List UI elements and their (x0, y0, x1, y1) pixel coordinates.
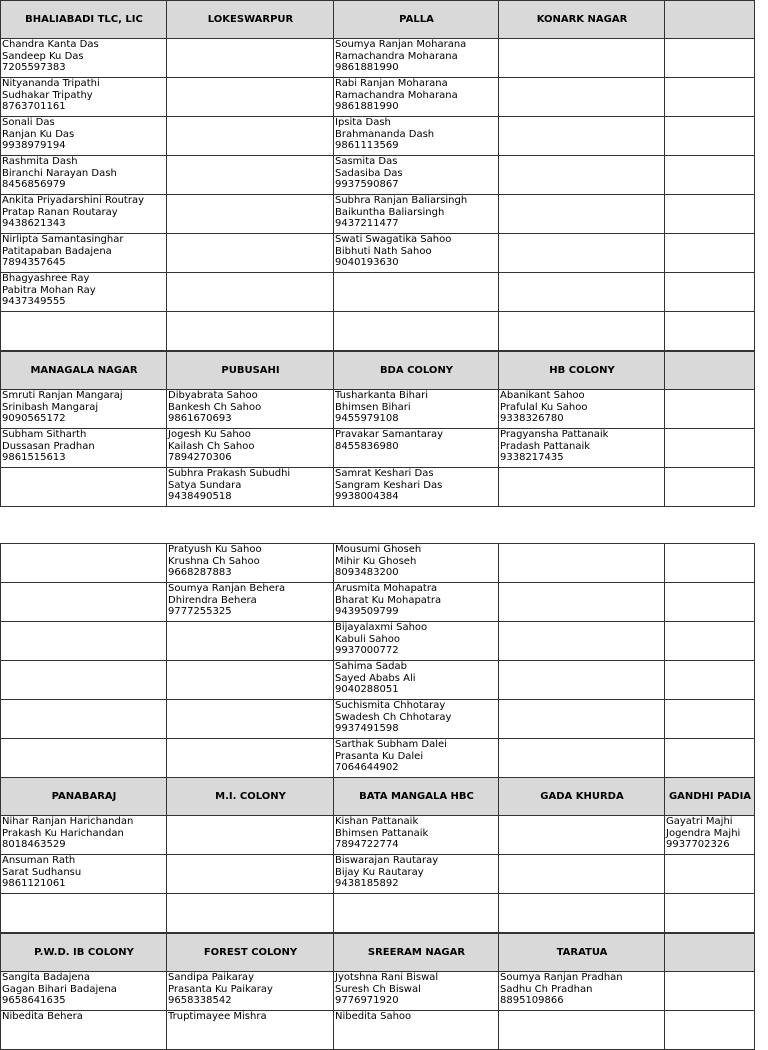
table-row (1, 156, 755, 195)
cell-line: 9090565172 (2, 413, 66, 424)
cell-line: Bibhuti Nath Sahoo (335, 245, 432, 257)
cell-line: Bharat Ku Mohapatra (335, 594, 442, 606)
cell-line: Pratap Ranan Routaray (2, 206, 118, 218)
cell-line: 9438490518 (168, 491, 232, 502)
table-cell (665, 583, 755, 622)
table-row (1, 583, 755, 622)
table-cell (167, 972, 334, 1011)
table-cell (499, 622, 665, 661)
cell-line: Ramachandra Moharana (335, 50, 458, 62)
cell-line: Ipsita Dash (335, 117, 391, 128)
table-cell (665, 972, 755, 1011)
table-cell (334, 78, 499, 117)
cell-line: Pabitra Mohan Ray (2, 284, 96, 296)
cell-line: Subhra Ranjan Baliarsingh (335, 195, 468, 206)
table-cell (665, 429, 755, 468)
table-cell (1, 195, 167, 234)
table-cell (1, 855, 167, 894)
cell-line: 9658641635 (2, 995, 66, 1006)
cell-line: Krushna Ch Sahoo (168, 555, 260, 567)
table-row (1, 39, 755, 78)
table-row (1, 234, 755, 273)
table-row (1, 661, 755, 700)
cell-line: Soumya Ranjan Pradhan (500, 972, 623, 983)
cell-line: Bijayalaxmi Sahoo (335, 622, 428, 633)
table-cell (499, 390, 665, 429)
cell-line: 9861515613 (2, 452, 66, 463)
table-row (1, 312, 755, 351)
cell-line: Biswarajan Rautaray (335, 855, 439, 866)
table-cell (665, 117, 755, 156)
cell-line: 9438185892 (335, 878, 399, 889)
table-cell (665, 700, 755, 739)
cell-line: 9861881990 (335, 101, 399, 112)
table-cell (665, 816, 755, 855)
section-table (0, 0, 755, 351)
cell-line: Sahima Sadab (335, 661, 407, 672)
table-cell (499, 816, 665, 855)
cell-line: Subhra Prakash Subudhi (168, 468, 291, 479)
cell-line: 9937702326 (666, 839, 730, 850)
column-header: BHALIABADI TLC, LIC (1, 1, 167, 39)
table-cell (665, 544, 755, 583)
column-header: BATA MANGALA HBC (334, 778, 499, 816)
table-row (1, 273, 755, 312)
cell-line: Swati Swagatika Sahoo (335, 234, 452, 245)
column-header: SREERAM NAGAR (334, 934, 499, 972)
cell-line: Ansuman Rath (2, 855, 76, 866)
table-row (1, 1011, 755, 1050)
table-cell (499, 1011, 665, 1050)
table-cell (334, 117, 499, 156)
table-cell (665, 1011, 755, 1050)
table-cell (1, 39, 167, 78)
cell-line: Bhimsen Bihari (335, 401, 411, 413)
column-header: PUBUSAHI (167, 352, 334, 390)
table-cell (334, 234, 499, 273)
table-row (1, 78, 755, 117)
table-cell (167, 544, 334, 583)
cell-line: Bhimsen Pattanaik (335, 827, 429, 839)
cell-line: Sonali Das (2, 117, 55, 128)
cell-line: 8456856979 (2, 179, 66, 190)
table-cell (1, 1011, 167, 1050)
cell-line: Biranchi Narayan Dash (2, 167, 117, 179)
cell-line: Tusharkanta Bihari (335, 390, 429, 401)
cell-line: 7894722774 (335, 839, 399, 850)
table-cell (1, 390, 167, 429)
table-cell (167, 816, 334, 855)
cell-line: Dibyabrata Sahoo (168, 390, 258, 401)
cell-line: 9455979108 (335, 413, 399, 424)
cell-line: 7894357645 (2, 257, 66, 268)
cell-line: Arusmita Mohapatra (335, 583, 438, 594)
table-cell (1, 661, 167, 700)
table-cell (499, 78, 665, 117)
table-cell (334, 739, 499, 778)
cell-line: Patitapaban Badajena (2, 245, 112, 257)
cell-line: 7205597383 (2, 62, 66, 73)
table-cell (1, 816, 167, 855)
cell-line: 8018463529 (2, 839, 66, 850)
table-cell (334, 816, 499, 855)
table-cell (334, 468, 499, 507)
table-row (1, 544, 755, 583)
table-cell (1, 739, 167, 778)
cell-line: Srinibash Mangaraj (2, 401, 99, 413)
table-row (1, 855, 755, 894)
cell-line: Pravakar Samantaray (335, 429, 444, 440)
column-header: MANAGALA NAGAR (1, 352, 167, 390)
column-header: M.I. COLONY (167, 778, 334, 816)
table-cell (167, 39, 334, 78)
cell-line: Truptimayee Mishra (168, 1011, 267, 1022)
cell-line: 8763701161 (2, 101, 66, 112)
section-table (0, 351, 755, 507)
column-header: P.W.D. IB COLONY (1, 934, 167, 972)
cell-line: Kabuli Sahoo (335, 633, 400, 645)
cell-line: Dussasan Pradhan (2, 440, 95, 452)
cell-line: Gayatri Majhi (666, 816, 733, 827)
cell-line: Prasanta Ku Paikaray (168, 983, 273, 995)
cell-line: 9338326780 (500, 413, 564, 424)
cell-line: 9861670693 (168, 413, 232, 424)
table-cell (499, 273, 665, 312)
cell-line: Prasanta Ku Dalei (335, 750, 424, 762)
table-cell (334, 894, 499, 933)
cell-line: Ramachandra Moharana (335, 89, 458, 101)
cell-line: 9937491598 (335, 723, 399, 734)
table-cell (334, 195, 499, 234)
cell-line: 7064644902 (335, 762, 399, 773)
cell-line: Bhagyashree Ray (2, 273, 90, 284)
header-row (1, 1, 755, 39)
table-cell (167, 78, 334, 117)
cell-line: Sadasiba Das (335, 167, 403, 179)
table-cell (167, 234, 334, 273)
table-cell (167, 312, 334, 351)
column-header (665, 352, 755, 390)
cell-line: Rabi Ranjan Moharana (335, 78, 448, 89)
table-cell (334, 1011, 499, 1050)
table-cell (1, 117, 167, 156)
table-cell (167, 1011, 334, 1050)
table-cell (1, 234, 167, 273)
table-row (1, 468, 755, 507)
table-cell (499, 661, 665, 700)
cell-line: Bijay Ku Rautaray (335, 866, 424, 878)
cell-line: Nihar Ranjan Harichandan (2, 816, 134, 827)
cell-line: 9437211477 (335, 218, 399, 229)
column-header: FOREST COLONY (167, 934, 334, 972)
table-cell (167, 661, 334, 700)
table-cell (499, 583, 665, 622)
section-table (0, 933, 755, 1050)
table-cell (665, 661, 755, 700)
table-cell (499, 312, 665, 351)
cell-line: 9937000772 (335, 645, 399, 656)
cell-line: Nityananda Tripathi (2, 78, 100, 89)
cell-line: 9040193630 (335, 257, 399, 268)
column-header: HB COLONY (499, 352, 665, 390)
cell-line: Suresh Ch Biswal (335, 983, 421, 995)
cell-line: 9438621343 (2, 218, 66, 229)
cell-line: Pratyush Ku Sahoo (168, 544, 262, 555)
table-cell (334, 855, 499, 894)
table-cell (1, 273, 167, 312)
cell-line: Sasmita Das (335, 156, 398, 167)
table-cell (167, 583, 334, 622)
cell-line: 9861121061 (2, 878, 66, 889)
table-cell (499, 468, 665, 507)
column-header: KONARK NAGAR (499, 1, 665, 39)
cell-line: Sangram Keshari Das (335, 479, 443, 491)
cell-line: Jogendra Majhi (666, 827, 741, 839)
cell-line: Nibedita Behera (2, 1011, 83, 1022)
table-cell (499, 195, 665, 234)
section-table (0, 777, 755, 933)
cell-line: Smruti Ranjan Mangaraj (2, 390, 123, 401)
table-cell (665, 312, 755, 351)
table-cell (499, 855, 665, 894)
cell-line: Chandra Kanta Das (2, 39, 99, 50)
cell-line: Mousumi Ghoseh (335, 544, 422, 555)
table-cell (167, 390, 334, 429)
table-row (1, 972, 755, 1011)
table-cell (499, 700, 665, 739)
cell-line: 9658338542 (168, 995, 232, 1006)
table-cell (167, 273, 334, 312)
table-cell (1, 78, 167, 117)
table-row (1, 894, 755, 933)
table-cell (1, 544, 167, 583)
cell-line: 9040288051 (335, 684, 399, 695)
header-row (1, 778, 755, 816)
table-cell (665, 390, 755, 429)
table-cell (1, 700, 167, 739)
cell-line: 8455836980 (335, 440, 399, 452)
table-cell (1, 429, 167, 468)
column-header: PALLA (334, 1, 499, 39)
cell-line: Pragyansha Pattanaik (500, 429, 609, 440)
column-header: LOKESWARPUR (167, 1, 334, 39)
header-row (1, 352, 755, 390)
table-row (1, 816, 755, 855)
cell-line: Soumya Ranjan Behera (168, 583, 286, 594)
table-cell (1, 583, 167, 622)
cell-line: Nibedita Sahoo (335, 1011, 412, 1022)
cell-line: 9776971920 (335, 995, 399, 1006)
cell-line: Samrat Keshari Das (335, 468, 434, 479)
table-row (1, 117, 755, 156)
table-cell (499, 894, 665, 933)
column-header: BDA COLONY (334, 352, 499, 390)
cell-line: Pradash Pattanaik (500, 440, 591, 452)
table-cell (665, 156, 755, 195)
cell-line: 9938004384 (335, 491, 399, 502)
table-cell (499, 972, 665, 1011)
cell-line: Sadhu Ch Pradhan (500, 983, 593, 995)
table-cell (334, 544, 499, 583)
table-cell (665, 468, 755, 507)
table-cell (665, 39, 755, 78)
cell-line: Kailash Ch Sahoo (168, 440, 255, 452)
table-cell (1, 972, 167, 1011)
cell-line: 8093483200 (335, 567, 399, 578)
cell-line: 8895109866 (500, 995, 564, 1006)
table-cell (665, 855, 755, 894)
table-cell (167, 429, 334, 468)
cell-line: Prafulal Ku Sahoo (500, 401, 588, 413)
table-cell (665, 739, 755, 778)
table-cell (334, 583, 499, 622)
cell-line: Soumya Ranjan Moharana (335, 39, 467, 50)
table-cell (665, 622, 755, 661)
cell-line: 9439509799 (335, 606, 399, 617)
table-row (1, 622, 755, 661)
cell-line: Prakash Ku Harichandan (2, 827, 124, 839)
cell-line: Nirlipta Samantasinghar (2, 234, 124, 245)
table-cell (499, 156, 665, 195)
table-row (1, 390, 755, 429)
cell-line: 9938979194 (2, 140, 66, 151)
cell-line: 9437349555 (2, 296, 66, 307)
cell-line: Bankesh Ch Sahoo (168, 401, 262, 413)
cell-line: Swadesh Ch Chhotaray (335, 711, 452, 723)
table-cell (167, 855, 334, 894)
cell-line: Suchismita Chhotaray (335, 700, 446, 711)
cell-line: Jyotshna Rani Biswal (335, 972, 439, 983)
table-row (1, 429, 755, 468)
table-cell (1, 156, 167, 195)
table-cell (334, 39, 499, 78)
cell-line: Baikuntha Baliarsingh (335, 206, 445, 218)
cell-line: Sarat Sudhansu (2, 866, 82, 878)
table-cell (499, 39, 665, 78)
cell-line: 9861113569 (335, 140, 399, 151)
table-cell (334, 661, 499, 700)
cell-line: Rashmita Dash (2, 156, 78, 167)
table-cell (665, 273, 755, 312)
table-cell (1, 622, 167, 661)
table-cell (167, 739, 334, 778)
table-cell (1, 312, 167, 351)
table-cell (334, 429, 499, 468)
cell-line: Sandeep Ku Das (2, 50, 84, 62)
cell-line: 7894270306 (168, 452, 232, 463)
column-header: GANDHI PADIA (665, 778, 755, 816)
cell-line: Sangita Badajena (2, 972, 91, 983)
table-cell (167, 156, 334, 195)
table-cell (499, 117, 665, 156)
column-header (665, 1, 755, 39)
cell-line: Subham Sitharth (2, 429, 87, 440)
table-cell (334, 312, 499, 351)
cell-line: Satya Sundara (168, 479, 242, 491)
column-header: PANABARAJ (1, 778, 167, 816)
table-cell (499, 739, 665, 778)
cell-line: Kishan Pattanaik (335, 816, 419, 827)
cell-line: 9777255325 (168, 606, 232, 617)
table-cell (334, 700, 499, 739)
cell-line: Ankita Priyadarshini Routray (2, 195, 145, 206)
cell-line: Gagan Bihari Badajena (2, 983, 117, 995)
cell-line: Sayed Ababs Ali (335, 672, 416, 684)
table-cell (334, 622, 499, 661)
table-row (1, 195, 755, 234)
table-cell (167, 468, 334, 507)
header-row (1, 934, 755, 972)
table-cell (665, 78, 755, 117)
table-cell (334, 390, 499, 429)
cell-line: Abanikant Sahoo (500, 390, 585, 401)
table-cell (167, 117, 334, 156)
cell-line: Sarthak Subham Dalei (335, 739, 447, 750)
table-cell (499, 429, 665, 468)
cell-line: Ranjan Ku Das (2, 128, 75, 140)
table-cell (1, 468, 167, 507)
cell-line: Dhirendra Behera (168, 594, 257, 606)
table-cell (665, 195, 755, 234)
cell-line: 9861881990 (335, 62, 399, 73)
cell-line: 9937590867 (335, 179, 399, 190)
table-row (1, 739, 755, 778)
table-cell (334, 972, 499, 1011)
table-row (1, 700, 755, 739)
table-cell (167, 894, 334, 933)
table-cell (499, 234, 665, 273)
table-cell (334, 156, 499, 195)
cell-line: 9668287883 (168, 567, 232, 578)
cell-line: Mihir Ku Ghoseh (335, 555, 417, 567)
table-cell (499, 544, 665, 583)
table-cell (665, 234, 755, 273)
cell-line: Brahmananda Dash (335, 128, 435, 140)
section-table (0, 543, 755, 778)
table-cell (1, 894, 167, 933)
cell-line: Jogesh Ku Sahoo (168, 429, 251, 440)
table-cell (167, 195, 334, 234)
table-cell (334, 273, 499, 312)
cell-line: 9338217435 (500, 452, 564, 463)
table-cell (167, 700, 334, 739)
cell-line: Sudhakar Tripathy (2, 89, 93, 101)
table-cell (665, 894, 755, 933)
column-header: GADA KHURDA (499, 778, 665, 816)
cell-line: Sandipa Paikaray (168, 972, 254, 983)
column-header: TARATUA (499, 934, 665, 972)
table-cell (167, 622, 334, 661)
column-header (665, 934, 755, 972)
